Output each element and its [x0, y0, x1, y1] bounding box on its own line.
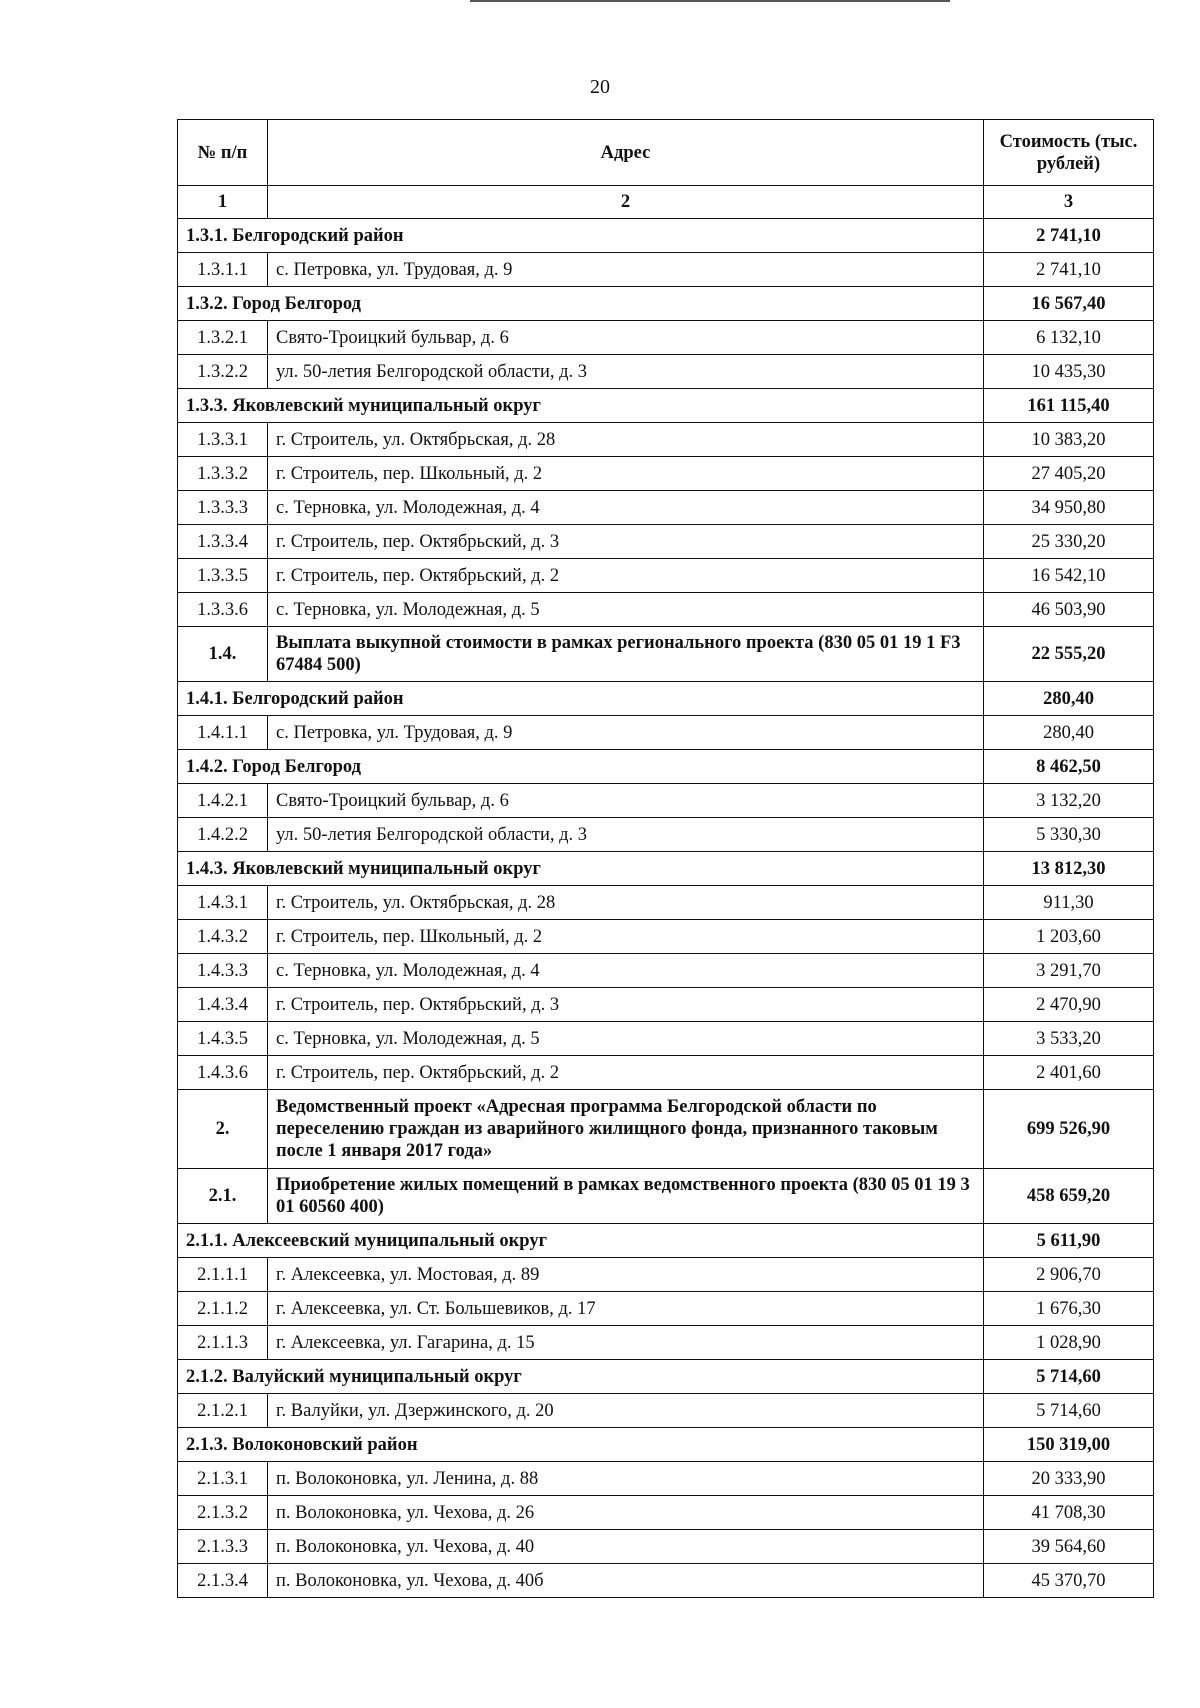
row-address: с. Терновка, ул. Молодежная, д. 4	[268, 491, 984, 525]
table-row	[178, 1022, 1154, 1056]
group-name: 1.3.2. Город Белгород	[178, 287, 984, 321]
row-address: с. Терновка, ул. Молодежная, д. 4	[268, 954, 984, 988]
row-cost: 1 676,30	[984, 1292, 1154, 1326]
group-name: 1.4.3. Яковлевский муниципальный округ	[178, 852, 984, 886]
row-address: г. Валуйки, ул. Дзержинского, д. 20	[268, 1394, 984, 1428]
table-row	[178, 784, 1154, 818]
row-cost: 10 383,20	[984, 423, 1154, 457]
row-number: 1.4.3.6	[178, 1056, 268, 1090]
row-number: 1.3.3.1	[178, 423, 268, 457]
row-address: г. Строитель, ул. Октябрьская, д. 28	[268, 423, 984, 457]
table-row	[178, 491, 1154, 525]
table-row	[178, 457, 1154, 491]
row-number: 1.3.2.2	[178, 355, 268, 389]
section-row	[178, 627, 1154, 682]
row-address: Приобретение жилых помещений в рамках ведомственного проекта (830 05 01 19 3 01 60560 400)	[268, 1169, 984, 1224]
row-number: 1.4.3.5	[178, 1022, 268, 1056]
row-address: с. Петровка, ул. Трудовая, д. 9	[268, 716, 984, 750]
page-number: 20	[590, 76, 610, 98]
row-address: Ведомственный проект «Адресная программа Белгородской области по переселению граждан из аварийного жилищного фонда, признанного таковым после 1 января 2017 года»	[268, 1090, 984, 1169]
header-num: № п/п	[178, 120, 268, 186]
table-row	[178, 593, 1154, 627]
row-number: 1.3.3.2	[178, 457, 268, 491]
row-number: 1.3.2.1	[178, 321, 268, 355]
group-row	[178, 1224, 1154, 1258]
group-name: 2.1.3. Волоконовский район	[178, 1428, 984, 1462]
group-name: 1.4.2. Город Белгород	[178, 750, 984, 784]
row-number: 1.3.1.1	[178, 253, 268, 287]
row-cost: 3 533,20	[984, 1022, 1154, 1056]
row-cost: 280,40	[984, 716, 1154, 750]
table-row	[178, 716, 1154, 750]
group-row	[178, 389, 1154, 423]
row-address: г. Строитель, ул. Октябрьская, д. 28	[268, 886, 984, 920]
row-address: г. Алексеевка, ул. Ст. Большевиков, д. 17	[268, 1292, 984, 1326]
table-row	[178, 886, 1154, 920]
group-name: 1.4.1. Белгородский район	[178, 682, 984, 716]
group-cost: 280,40	[984, 682, 1154, 716]
column-number: 2	[268, 186, 984, 219]
row-number: 2.1.2.1	[178, 1394, 268, 1428]
cost-table	[177, 119, 1154, 1598]
row-cost: 2 401,60	[984, 1056, 1154, 1090]
header-cost: Стоимость (тыс. рублей)	[984, 120, 1154, 186]
row-number: 1.4.3.1	[178, 886, 268, 920]
row-cost: 39 564,60	[984, 1530, 1154, 1564]
row-address: ул. 50-летия Белгородской области, д. 3	[268, 355, 984, 389]
row-cost: 22 555,20	[984, 627, 1154, 682]
row-cost: 25 330,20	[984, 525, 1154, 559]
top-scan-rule	[470, 0, 950, 2]
table-row	[178, 988, 1154, 1022]
row-cost: 46 503,90	[984, 593, 1154, 627]
row-number: 2.1.	[178, 1169, 268, 1224]
row-address: п. Волоконовка, ул. Ленина, д. 88	[268, 1462, 984, 1496]
row-address: с. Терновка, ул. Молодежная, д. 5	[268, 1022, 984, 1056]
row-cost: 5 330,30	[984, 818, 1154, 852]
group-cost: 5 611,90	[984, 1224, 1154, 1258]
header-address: Адрес	[268, 120, 984, 186]
row-number: 1.4.3.3	[178, 954, 268, 988]
row-number: 2.1.3.3	[178, 1530, 268, 1564]
row-number: 1.3.3.3	[178, 491, 268, 525]
group-cost: 161 115,40	[984, 389, 1154, 423]
group-name: 1.3.3. Яковлевский муниципальный округ	[178, 389, 984, 423]
column-number: 1	[178, 186, 268, 219]
row-address: г. Алексеевка, ул. Мостовая, д. 89	[268, 1258, 984, 1292]
table-row	[178, 1394, 1154, 1428]
row-cost: 699 526,90	[984, 1090, 1154, 1169]
column-number: 3	[984, 186, 1154, 219]
row-address: ул. 50-летия Белгородской области, д. 3	[268, 818, 984, 852]
table-row	[178, 253, 1154, 287]
row-number: 1.4.2.1	[178, 784, 268, 818]
row-address: п. Волоконовка, ул. Чехова, д. 26	[268, 1496, 984, 1530]
group-name: 2.1.2. Валуйский муниципальный округ	[178, 1360, 984, 1394]
table-row	[178, 818, 1154, 852]
row-cost: 34 950,80	[984, 491, 1154, 525]
column-number-row	[178, 186, 1154, 219]
table-row	[178, 1530, 1154, 1564]
group-cost: 150 319,00	[984, 1428, 1154, 1462]
row-address: г. Строитель, пер. Школьный, д. 2	[268, 920, 984, 954]
group-cost: 8 462,50	[984, 750, 1154, 784]
row-address: с. Петровка, ул. Трудовая, д. 9	[268, 253, 984, 287]
table-row	[178, 1496, 1154, 1530]
table-row	[178, 423, 1154, 457]
table-row	[178, 1462, 1154, 1496]
table-row	[178, 321, 1154, 355]
row-address: г. Строитель, пер. Школьный, д. 2	[268, 457, 984, 491]
table-row	[178, 525, 1154, 559]
row-address: п. Волоконовка, ул. Чехова, д. 40б	[268, 1564, 984, 1598]
row-cost: 27 405,20	[984, 457, 1154, 491]
group-name: 1.3.1. Белгородский район	[178, 219, 984, 253]
group-row	[178, 682, 1154, 716]
group-cost: 16 567,40	[984, 287, 1154, 321]
group-row	[178, 852, 1154, 886]
row-cost: 2 470,90	[984, 988, 1154, 1022]
row-address: Свято-Троицкий бульвар, д. 6	[268, 784, 984, 818]
table-row	[178, 920, 1154, 954]
table-row	[178, 355, 1154, 389]
row-address: Выплата выкупной стоимости в рамках регионального проекта (830 05 01 19 1 F3 67484 500)	[268, 627, 984, 682]
row-cost: 6 132,10	[984, 321, 1154, 355]
row-number: 2.1.3.1	[178, 1462, 268, 1496]
row-address: г. Строитель, пер. Октябрьский, д. 2	[268, 559, 984, 593]
row-address: г. Алексеевка, ул. Гагарина, д. 15	[268, 1326, 984, 1360]
row-cost: 3 132,20	[984, 784, 1154, 818]
group-cost: 13 812,30	[984, 852, 1154, 886]
row-number: 2.1.1.1	[178, 1258, 268, 1292]
row-number: 2.1.1.2	[178, 1292, 268, 1326]
group-row	[178, 287, 1154, 321]
row-cost: 458 659,20	[984, 1169, 1154, 1224]
row-number: 2.	[178, 1090, 268, 1169]
row-cost: 2 906,70	[984, 1258, 1154, 1292]
row-cost: 911,30	[984, 886, 1154, 920]
row-number: 2.1.3.4	[178, 1564, 268, 1598]
table-header-row	[178, 120, 1154, 186]
group-row	[178, 1428, 1154, 1462]
row-address: с. Терновка, ул. Молодежная, д. 5	[268, 593, 984, 627]
row-cost: 1 028,90	[984, 1326, 1154, 1360]
row-address: Свято-Троицкий бульвар, д. 6	[268, 321, 984, 355]
group-name: 2.1.1. Алексеевский муниципальный округ	[178, 1224, 984, 1258]
row-cost: 3 291,70	[984, 954, 1154, 988]
row-cost: 2 741,10	[984, 253, 1154, 287]
table-row	[178, 559, 1154, 593]
table-body	[178, 219, 1154, 1598]
section-row	[178, 1090, 1154, 1169]
row-cost: 41 708,30	[984, 1496, 1154, 1530]
table-row	[178, 1056, 1154, 1090]
row-number: 1.4.1.1	[178, 716, 268, 750]
group-row	[178, 750, 1154, 784]
row-address: п. Волоконовка, ул. Чехова, д. 40	[268, 1530, 984, 1564]
group-row	[178, 219, 1154, 253]
row-cost: 45 370,70	[984, 1564, 1154, 1598]
row-address: г. Строитель, пер. Октябрьский, д. 3	[268, 525, 984, 559]
table-row	[178, 1326, 1154, 1360]
row-number: 1.4.3.4	[178, 988, 268, 1022]
row-cost: 20 333,90	[984, 1462, 1154, 1496]
row-number: 2.1.3.2	[178, 1496, 268, 1530]
row-number: 1.4.3.2	[178, 920, 268, 954]
table-row	[178, 1292, 1154, 1326]
section-row	[178, 1169, 1154, 1224]
group-row	[178, 1360, 1154, 1394]
row-cost: 1 203,60	[984, 920, 1154, 954]
row-cost: 16 542,10	[984, 559, 1154, 593]
group-cost: 5 714,60	[984, 1360, 1154, 1394]
row-address: г. Строитель, пер. Октябрьский, д. 2	[268, 1056, 984, 1090]
group-cost: 2 741,10	[984, 219, 1154, 253]
table-row	[178, 1564, 1154, 1598]
row-cost: 5 714,60	[984, 1394, 1154, 1428]
row-number: 1.4.	[178, 627, 268, 682]
row-number: 2.1.1.3	[178, 1326, 268, 1360]
row-number: 1.4.2.2	[178, 818, 268, 852]
row-number: 1.3.3.6	[178, 593, 268, 627]
row-number: 1.3.3.4	[178, 525, 268, 559]
table-row	[178, 1258, 1154, 1292]
row-number: 1.3.3.5	[178, 559, 268, 593]
table-row	[178, 954, 1154, 988]
row-cost: 10 435,30	[984, 355, 1154, 389]
row-address: г. Строитель, пер. Октябрьский, д. 3	[268, 988, 984, 1022]
